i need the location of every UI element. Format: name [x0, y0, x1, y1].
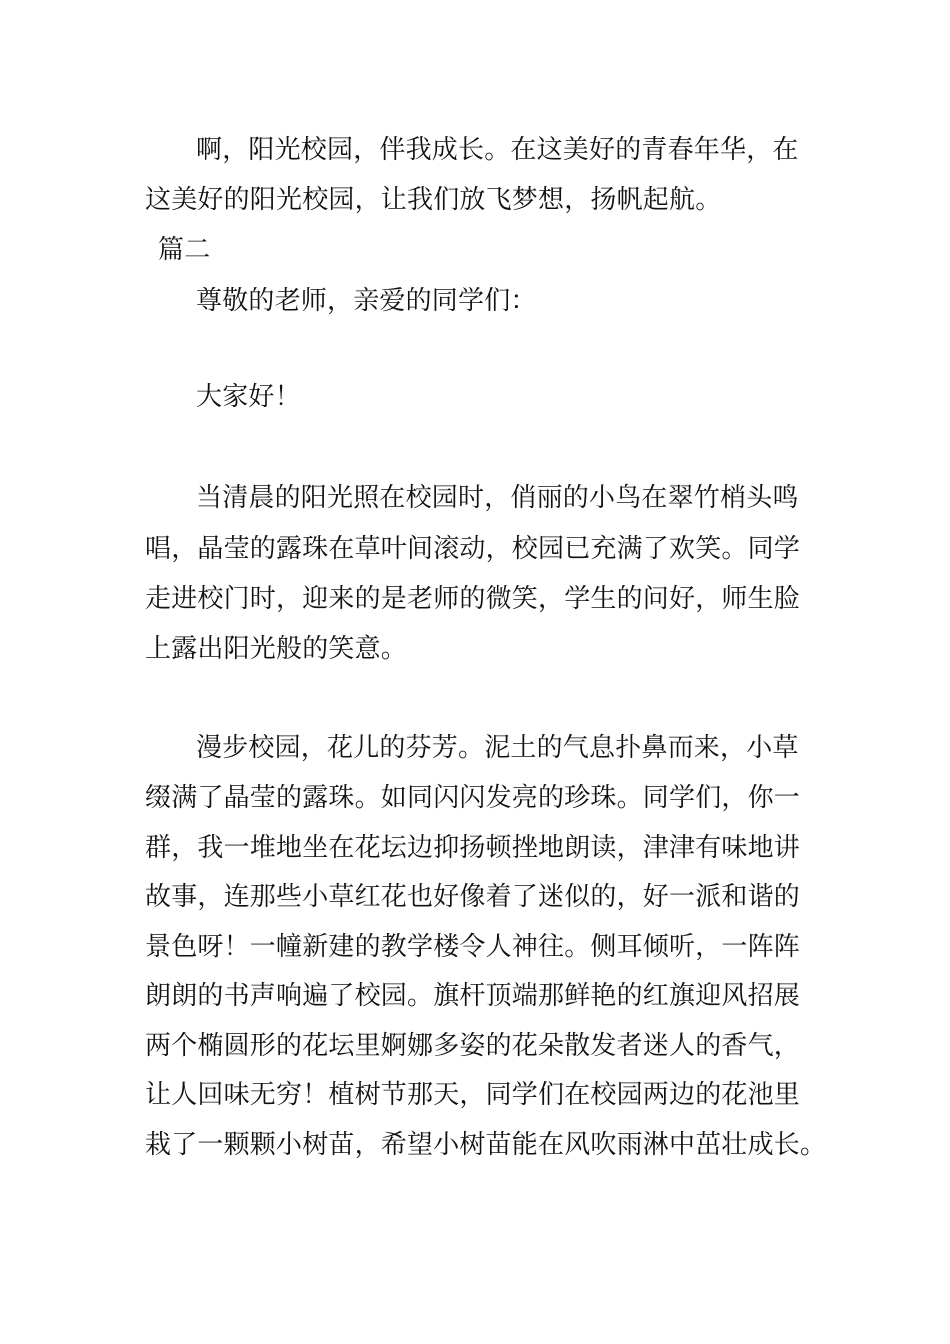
salutation: 尊敬的老师，亲爱的同学们： [196, 286, 537, 316]
paragraph-line: 这美好的阳光校园，让我们放飞梦想，扬帆起航。 [145, 185, 722, 215]
paragraph-line: 栽了一颗颗小树苗，希望小树苗能在风吹雨淋中茁壮成长。 [145, 1130, 827, 1160]
paragraph-line: 景色呀！一幢新建的教学楼令人神往。侧耳倾听，一阵阵 [145, 932, 801, 962]
section-heading: 篇二 [158, 235, 211, 265]
greeting: 大家好！ [196, 382, 301, 412]
paragraph-line: 啊，阳光校园，伴我成长。在这美好的青春年华，在 [196, 135, 799, 165]
paragraph-line: 两个椭圆形的花坛里婀娜多姿的花朵散发者迷人的香气， [145, 1031, 801, 1061]
paragraph-line: 当清晨的阳光照在校园时，俏丽的小鸟在翠竹梢头鸣 [196, 483, 799, 513]
paragraph-line: 朗朗的书声响遍了校园。旗杆顶端那鲜艳的红旗迎风招展 [145, 981, 801, 1011]
paragraph-line: 上露出阳光般的笑意。 [145, 634, 408, 664]
paragraph-line: 故事，连那些小草红花也好像着了迷似的，好一派和谐的 [145, 882, 801, 912]
paragraph-line: 让人回味无穷！植树节那天，同学们在校园两边的花池里 [145, 1080, 801, 1110]
paragraph-line: 唱，晶莹的露珠在草叶间滚动，校园已充满了欢笑。同学 [145, 534, 801, 564]
paragraph-line: 走进校门时，迎来的是老师的微笑，学生的问好，师生脸 [145, 584, 801, 614]
paragraph-line: 群，我一堆地坐在花坛边抑扬顿挫地朗读，津津有味地讲 [145, 833, 801, 863]
paragraph-line: 漫步校园，花儿的芬芳。泥土的气息扑鼻而来，小草 [196, 733, 799, 763]
paragraph-line: 缀满了晶莹的露珠。如同闪闪发亮的珍珠。同学们，你一 [145, 783, 801, 813]
